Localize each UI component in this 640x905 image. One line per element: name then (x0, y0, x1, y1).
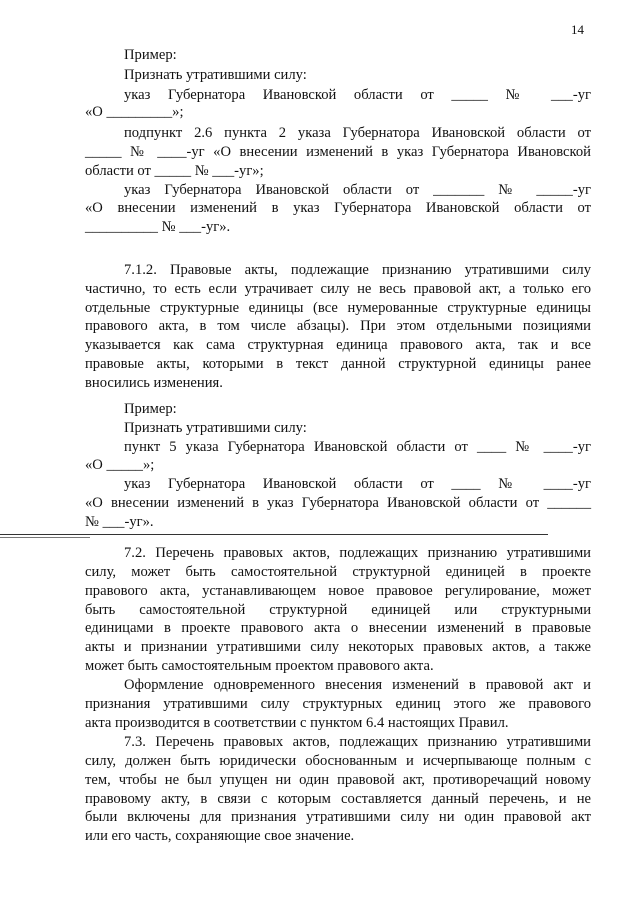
body-line: или его часть, сохраняющие свое значение. (85, 828, 355, 844)
body-line: тем, чтобы не был упущен ни один правовой акт, противоречащий новому (85, 772, 591, 788)
example-line: «О внесении изменений в указ Губернатора Ивановской области от (85, 200, 591, 216)
example-line: __________ № ___-уг». (85, 219, 231, 235)
body-line: может быть самостоятельным проектом правового акта. (85, 658, 434, 674)
example-heading: Пример: (124, 47, 177, 63)
example-line: пункт 5 указа Губернатора Ивановской области от ____ № ____-уг (124, 439, 591, 455)
body-line: акты и признании утратившими силу некоторых правовых актов, а также (85, 639, 591, 655)
body-line: силу, должен быть юридически обоснованным и исчерпывающе полным с (85, 753, 591, 769)
body-line: указывается как сама структурная единица правового акта, так и все (85, 337, 591, 353)
body-line: силу, может быть самостоятельной структурной единицей в проекте (85, 564, 591, 580)
page-number: 14 (571, 22, 584, 37)
body-line: частично, то есть если утрачивает силу не весь правовой акт, а только его (85, 281, 591, 297)
separator-line (0, 537, 90, 538)
example-heading: Пример: (124, 401, 177, 417)
example-line: _____ № ____-уг «О внесении изменений в указ Губернатора Ивановской (85, 144, 591, 160)
example-line: Признать утратившими силу: (124, 67, 307, 83)
body-line: признания утратившими силу структурных единиц этого же правового (85, 696, 591, 712)
body-line: правового акта, в том числе абзацы). При этом отдельными позициями (85, 318, 591, 334)
body-line: были включены для признания утратившими силу ни один правовой акт (85, 809, 591, 825)
example-line: указ Губернатора Ивановской области от _______ № _____-уг (124, 182, 591, 198)
body-line: Оформление одновременного внесения изменений в правовой акт и (124, 677, 591, 693)
example-line: подпункт 2.6 пункта 2 указа Губернатора Ивановской области от (124, 125, 591, 141)
example-line: указ Губернатора Ивановской области от ____ № ____-уг (124, 476, 591, 492)
example-line: указ Губернатора Ивановской области от _____ № ___-уг (124, 87, 591, 103)
example-line: «О _________»; (85, 104, 184, 120)
example-line: № ___-уг». (85, 514, 154, 530)
example-line: «О внесении изменений в указ Губернатора Ивановской области от ______ (85, 495, 591, 511)
example-line: Признать утратившими силу: (124, 420, 307, 436)
body-line: 7.3. Перечень правовых актов, подлежащих признанию утратившими (124, 734, 591, 750)
body-line: 7.2. Перечень правовых актов, подлежащих признанию утратившими (124, 545, 591, 561)
example-line: области от _____ № ___-уг»; (85, 163, 264, 179)
separator-line (0, 534, 548, 535)
example-line: «О _____»; (85, 457, 155, 473)
body-line: отдельные структурные единицы (все нумерованные структурные единицы (85, 300, 591, 316)
body-line: акта производится в соответствии с пунктом 6.4 настоящих Правил. (85, 715, 509, 731)
body-line: правовые акты, которыми в текст данной структурной единицы ранее (85, 356, 591, 372)
body-line: 7.1.2. Правовые акты, подлежащие признанию утратившими силу (124, 262, 591, 278)
body-line: правовому акту, в связи с которым составляется данный перечень, и не (85, 791, 591, 807)
body-line: вносились изменения. (85, 375, 223, 391)
body-line: быть самостоятельной структурной единицей или структурными (85, 602, 591, 618)
body-line: единицами в проекте правового акта о внесении изменений в правовые (85, 620, 591, 636)
body-line: правового акта, устанавливающем новое правовое регулирование, может (85, 583, 591, 599)
